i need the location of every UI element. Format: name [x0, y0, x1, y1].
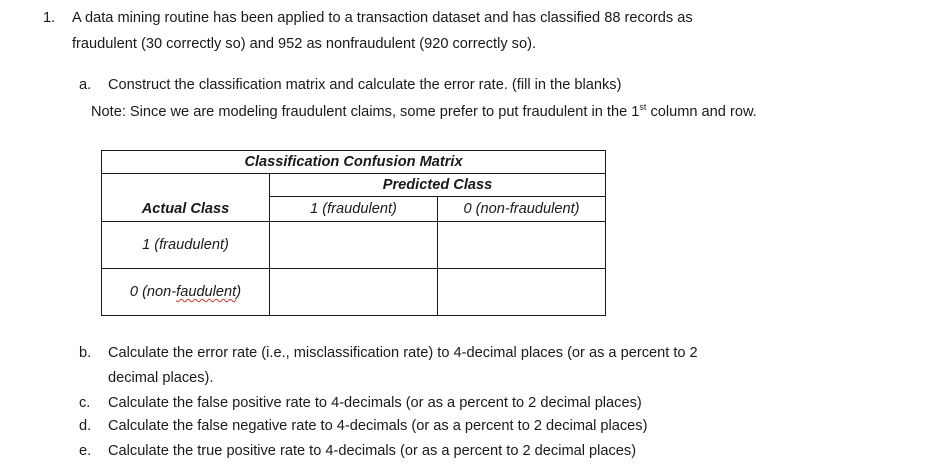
matrix-title: Classification Confusion Matrix: [102, 151, 606, 174]
note-text-main: Note: Since we are modeling fraudulent claims, some prefer to put fraudulent in the 1: [91, 104, 640, 120]
col-header-fraudulent: 1 (fraudulent): [270, 197, 438, 222]
row-label-non-fraudulent: [102, 269, 270, 316]
row2-misspelled-word: faudulent: [176, 284, 237, 300]
confusion-matrix-table: [101, 150, 606, 316]
part-b-label: b.: [79, 345, 92, 361]
part-b-text-line2: decimal places).: [108, 370, 214, 386]
part-d-text: Calculate the false negative rate to 4-decimals (or as a percent to 2 decimal places): [108, 418, 648, 434]
matrix-corner-blank: [102, 174, 270, 197]
part-c-label: c.: [79, 395, 91, 411]
part-c-text: Calculate the false positive rate to 4-decimals (or as a percent to 2 decimal places): [108, 395, 642, 411]
row2-suffix: ): [236, 284, 242, 300]
question-number: 1.: [43, 10, 56, 26]
part-a-label: a.: [79, 77, 92, 93]
cell-fraud-fraud[interactable]: [270, 222, 438, 269]
col-header-non-fraudulent: 0 (non-fraudulent): [438, 197, 606, 222]
note-text: [91, 104, 757, 120]
cell-nonfraud-fraud[interactable]: [270, 269, 438, 316]
cell-fraud-nonfraud[interactable]: [438, 222, 606, 269]
note-text-end: column and row.: [646, 104, 757, 120]
row-label-fraudulent: 1 (fraudulent): [102, 222, 270, 269]
question-text-line1: A data mining routine has been applied to a transaction dataset and has classified 88 records as: [72, 10, 693, 26]
cell-nonfraud-nonfraud[interactable]: [438, 269, 606, 316]
part-b-text-line1: Calculate the error rate (i.e., misclassification rate) to 4-decimal places (or as a percent to 2: [108, 345, 698, 361]
predicted-class-header: Predicted Class: [270, 174, 606, 197]
note-superscript: st: [639, 102, 647, 113]
part-a-text: Construct the classification matrix and calculate the error rate. (fill in the blanks): [108, 77, 622, 93]
part-e-text: Calculate the true positive rate to 4-decimals (or as a percent to 2 decimal places): [108, 443, 637, 459]
part-d-label: d.: [79, 418, 92, 434]
actual-class-header: Actual Class: [102, 197, 270, 222]
part-e-label: e.: [79, 443, 92, 459]
row2-prefix: 0 (non-: [129, 284, 177, 300]
question-text-line2: fraudulent (30 correctly so) and 952 as nonfraudulent (920 correctly so).: [72, 36, 537, 52]
